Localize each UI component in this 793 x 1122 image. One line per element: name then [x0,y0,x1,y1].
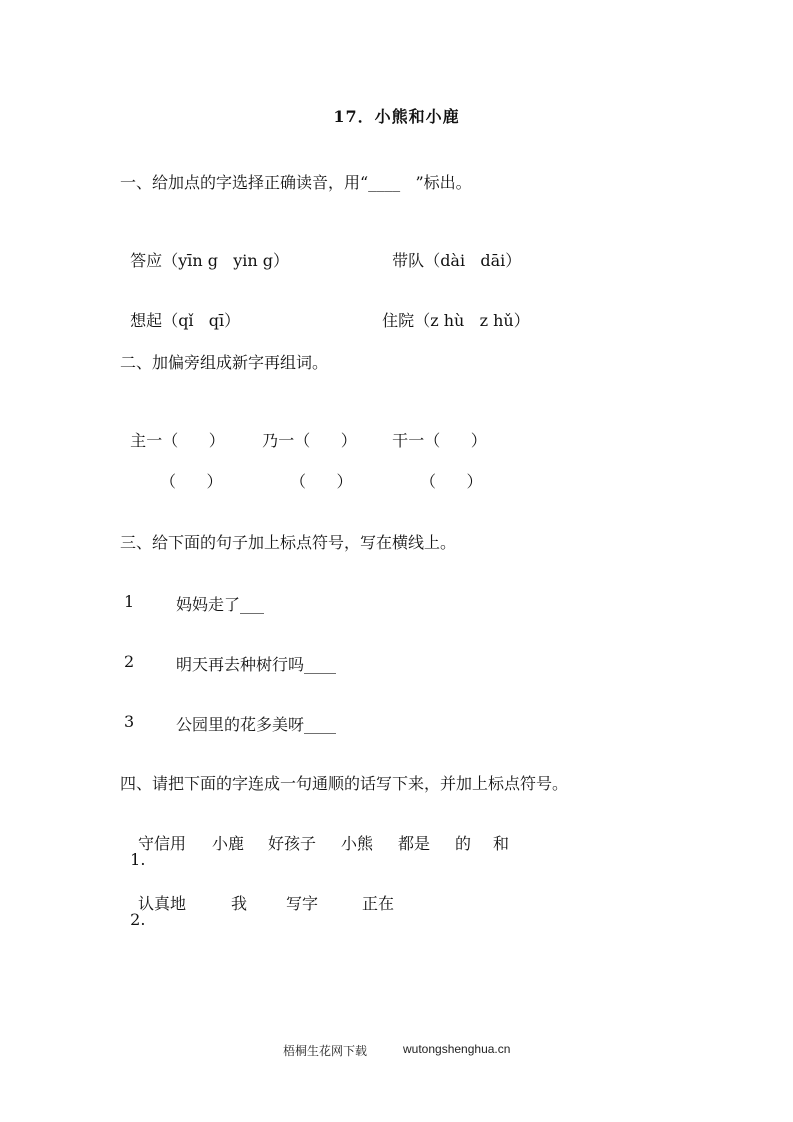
punct-num-2: 2 [124,652,135,671]
pinyin-word: 住院 [382,311,415,330]
word: 小熊 [341,834,374,853]
radical-item-1 [120,409,225,451]
word: 的 [455,834,472,853]
pinyin-options: （yīn g yin g） [162,251,290,270]
word: 认真地 [138,894,187,913]
punct-sentence-2: 明天再去种树行吗____ [176,655,337,674]
word: 和 [493,834,510,853]
pinyin-item-1 [120,229,289,271]
word: 正在 [362,894,395,913]
word: 好孩子 [268,834,317,853]
radical-char: 主 [130,431,147,450]
radical-char: 干 [392,431,409,450]
section3-heading: 三、给下面的句子加上标点符号，写在横线上。 [120,533,457,552]
pinyin-word: 答应 [130,251,163,270]
radical-blank: 一（ ） [408,431,487,450]
punct-sentence-3: 公园里的花多美呀____ [176,715,337,734]
word-blank-1: （ ） [160,472,223,491]
word: 小鹿 [212,834,245,853]
pinyin-item-4 [372,289,530,331]
footer-site-name: 梧桐生花网下载 [283,1044,368,1058]
radical-blank: 一（ ） [278,431,357,450]
pinyin-options: （qǐ qī） [162,311,241,330]
pinyin-options: （z hù z hǔ） [414,311,530,330]
radical-blank: 一（ ） [146,431,225,450]
pinyin-item-3 [120,289,240,331]
radical-char: 乃 [262,431,279,450]
punct-num-1: 1 [124,592,135,611]
section4-heading: 四、请把下面的字连成一句通顺的话写下来，并加上标点符号。 [120,774,569,793]
punct-num-3: 3 [124,712,135,731]
word-blank-3: （ ） [420,472,483,491]
pinyin-word: 想起 [130,311,163,330]
pinyin-item-2 [382,229,521,271]
word: 我 [231,894,248,913]
word: 都是 [398,834,431,853]
word-blank-2: （ ） [290,472,353,491]
section2-heading: 二、加偏旁组成新字再组词。 [120,353,329,372]
word: 写字 [286,894,319,913]
item-number: 1. [130,850,146,869]
word: 守信用 [138,834,187,853]
punct-sentence-1: 妈妈走了___ [176,595,265,614]
item-number: 2. [130,910,146,929]
radical-item-2 [252,409,357,451]
page-title: 17．小熊和小鹿 [333,107,460,126]
pinyin-word: 带队 [392,251,425,270]
section1-heading: 一、给加点的字选择正确读音，用“____ ”标出。 [120,173,472,192]
pinyin-options: （dài dāi） [424,251,522,270]
footer-url: wutongshenghua.cn [403,1042,511,1056]
radical-item-3 [382,409,487,451]
